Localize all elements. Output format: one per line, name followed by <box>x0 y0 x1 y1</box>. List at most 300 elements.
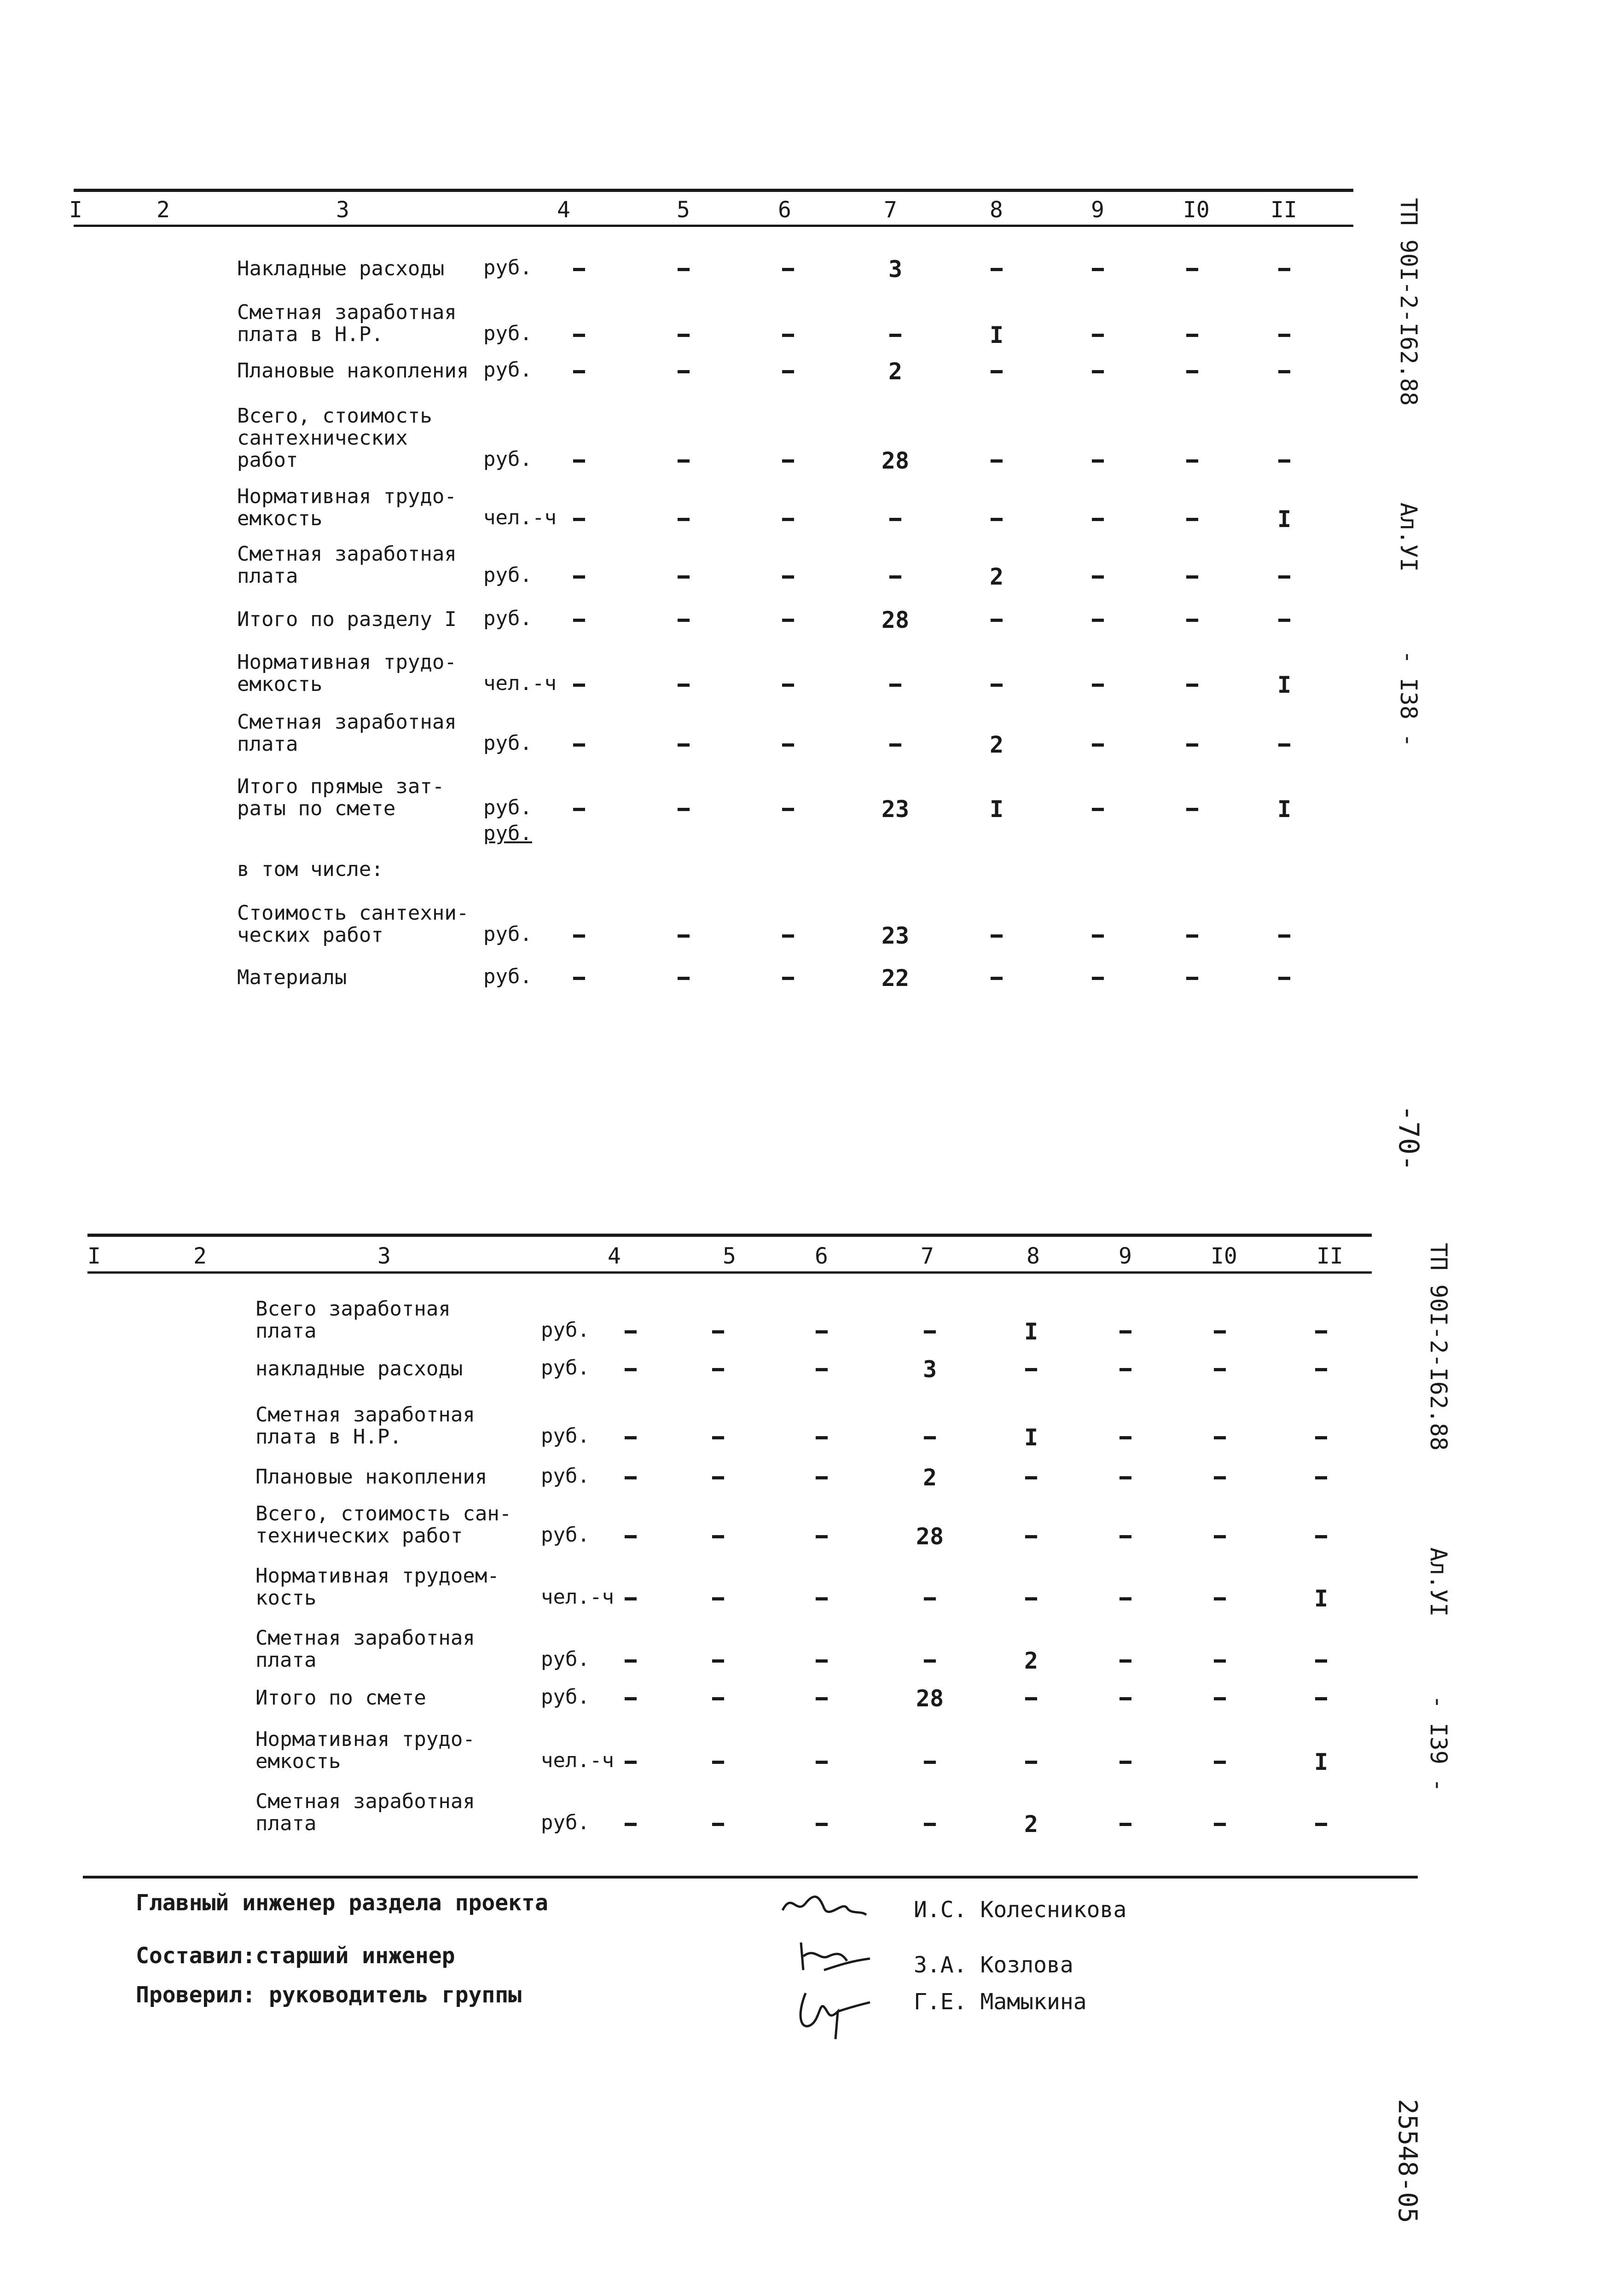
row-label-line: плата в Н.Р. <box>255 1425 402 1449</box>
dash-mark <box>1119 1697 1131 1700</box>
dash-mark <box>782 268 794 271</box>
dash-mark <box>573 370 585 373</box>
row-label <box>237 301 457 346</box>
dash-mark <box>712 1330 724 1333</box>
row-label <box>255 1358 463 1380</box>
dash-mark <box>1092 575 1104 579</box>
row-label <box>237 486 457 530</box>
dash-mark <box>1315 1823 1327 1826</box>
dash-mark <box>782 518 794 521</box>
row-unit: руб. <box>541 1811 590 1834</box>
dash-mark <box>573 334 585 337</box>
dash-mark <box>1186 575 1198 579</box>
signature-name-1: И.С. Колесникова <box>914 1897 1127 1923</box>
row-label-line: плата <box>255 1648 317 1672</box>
dash-mark <box>1119 1476 1131 1479</box>
row-label <box>237 858 383 881</box>
dash-mark <box>712 1535 724 1538</box>
dash-mark <box>1092 977 1104 980</box>
value-cell: 2 <box>989 563 1004 590</box>
value-cell: 3 <box>888 256 903 283</box>
dash-mark <box>1119 1761 1131 1764</box>
dash-mark <box>573 743 585 747</box>
dash-mark <box>991 977 1003 980</box>
dash-mark <box>924 1823 936 1826</box>
row-label <box>255 1298 451 1342</box>
signature-name-3: Г.Е. Мамыкина <box>914 1989 1087 2015</box>
column-header-2: 2 <box>193 1243 207 1269</box>
column-header-10: I0 <box>1211 1243 1237 1269</box>
dash-mark <box>678 977 690 980</box>
dash-mark <box>1214 1436 1226 1439</box>
dash-mark <box>924 1659 936 1663</box>
dash-mark <box>1278 370 1290 373</box>
dash-mark <box>816 1659 828 1663</box>
dash-mark <box>816 1761 828 1764</box>
dash-mark <box>1092 334 1104 337</box>
value-cell: 28 <box>881 447 910 474</box>
dash-mark <box>573 619 585 622</box>
row-unit: руб. <box>483 731 532 755</box>
dash-mark <box>782 743 794 747</box>
row-label-line: Стоимость сантехни- <box>237 901 469 925</box>
value-cell: 28 <box>916 1523 944 1550</box>
dash-mark <box>573 268 585 271</box>
row-label <box>237 609 457 631</box>
dash-mark <box>712 1823 724 1826</box>
row-label-line: работ <box>237 448 298 472</box>
row-label <box>255 1728 475 1773</box>
dash-mark <box>625 1597 637 1600</box>
dash-mark <box>1092 684 1104 687</box>
row-label <box>237 360 469 382</box>
dash-mark <box>782 619 794 622</box>
value-cell: 22 <box>881 965 910 991</box>
row-label-line: емкость <box>237 673 323 696</box>
row-label-line: плата <box>237 732 298 756</box>
handwritten-signature-1 <box>778 1883 870 1924</box>
column-header-8: 8 <box>990 197 1003 223</box>
dash-mark <box>1278 977 1290 980</box>
dash-mark <box>816 1476 828 1479</box>
row-label-line: плата <box>255 1812 317 1835</box>
row-unit: руб. <box>483 922 532 946</box>
dash-mark <box>1278 334 1290 337</box>
value-cell: 2 <box>1024 1647 1038 1674</box>
side-stamp-1-code: ТП 90I-2-I62.88 <box>1395 198 1422 406</box>
row-label-line: Сметная заработная <box>255 1790 475 1813</box>
row-label-line: Накладные расходы <box>237 257 445 280</box>
row-label <box>255 1565 499 1609</box>
dash-mark <box>573 459 585 463</box>
dash-mark <box>1214 1368 1226 1371</box>
dash-mark <box>712 1436 724 1439</box>
page-number: -70- <box>1392 1105 1425 1171</box>
row-label-line: Сметная заработная <box>237 542 457 566</box>
column-header-7: 7 <box>921 1243 934 1269</box>
dash-mark <box>678 743 690 747</box>
dash-mark <box>625 1368 637 1371</box>
dash-mark <box>1119 1597 1131 1600</box>
dash-mark <box>1214 1535 1226 1538</box>
row-label <box>237 967 347 989</box>
column-header-11: II <box>1270 197 1297 223</box>
dash-mark <box>1315 1659 1327 1663</box>
row-unit-secondary: руб. <box>483 822 532 845</box>
dash-mark <box>1186 684 1198 687</box>
dash-mark <box>1186 934 1198 938</box>
row-label-line: Всего заработная <box>255 1297 451 1321</box>
row-label <box>237 776 444 820</box>
row-label-line: Всего, стоимость сан- <box>255 1502 512 1525</box>
dash-mark <box>1119 1368 1131 1371</box>
dash-mark <box>625 1761 637 1764</box>
value-cell: I <box>1314 1585 1328 1612</box>
row-label-line: Нормативная трудоем- <box>255 1564 499 1588</box>
dash-mark <box>782 334 794 337</box>
row-unit: руб. <box>483 563 532 587</box>
row-label-line: Плановые накопления <box>237 359 469 383</box>
dash-mark <box>889 684 901 687</box>
dash-mark <box>1315 1330 1327 1333</box>
dash-mark <box>1092 459 1104 463</box>
dash-mark <box>573 808 585 811</box>
dash-mark <box>1186 459 1198 463</box>
row-label-line: раты по смете <box>237 797 396 820</box>
row-label <box>237 543 457 587</box>
side-stamp-1 <box>1397 198 1420 747</box>
dash-mark <box>1186 334 1198 337</box>
row-unit: руб. <box>541 1685 590 1709</box>
dash-mark <box>1092 743 1104 747</box>
row-label-line: Сметная заработная <box>255 1403 475 1426</box>
dash-mark <box>1214 1330 1226 1333</box>
side-stamp-2-code: ТП 90I-2-I62.88 <box>1425 1243 1452 1451</box>
dash-mark <box>712 1697 724 1700</box>
dash-mark <box>1315 1697 1327 1700</box>
row-unit: руб. <box>541 1464 590 1488</box>
dash-mark <box>1119 1436 1131 1439</box>
column-header-7: 7 <box>884 197 897 223</box>
value-cell: 28 <box>881 607 910 633</box>
dash-mark <box>889 334 901 337</box>
row-label <box>237 651 457 696</box>
dash-mark <box>625 1436 637 1439</box>
dash-mark <box>991 619 1003 622</box>
row-unit: руб. <box>483 322 532 345</box>
column-header-10: I0 <box>1183 197 1210 223</box>
dash-mark <box>573 977 585 980</box>
column-header-5: 5 <box>677 197 690 223</box>
dash-mark <box>678 619 690 622</box>
dash-mark <box>1025 1697 1037 1700</box>
dash-mark <box>1214 1476 1226 1479</box>
dash-mark <box>678 459 690 463</box>
dash-mark <box>678 575 690 579</box>
dash-mark <box>782 575 794 579</box>
dash-mark <box>1025 1535 1037 1538</box>
dash-mark <box>1186 977 1198 980</box>
dash-mark <box>816 1823 828 1826</box>
row-label-line: емкость <box>255 1750 341 1773</box>
row-label-line: Итого по смете <box>255 1686 426 1710</box>
dash-mark <box>991 459 1003 463</box>
dash-mark <box>712 1597 724 1600</box>
dash-mark <box>1025 1761 1037 1764</box>
row-label <box>255 1627 475 1671</box>
dash-mark <box>1214 1597 1226 1600</box>
value-cell: 2 <box>922 1464 937 1491</box>
dash-mark <box>1278 575 1290 579</box>
row-label-line: плата <box>237 564 298 588</box>
dash-mark <box>1025 1368 1037 1371</box>
dash-mark <box>678 934 690 938</box>
dash-mark <box>782 370 794 373</box>
row-label-line: технических работ <box>255 1524 463 1548</box>
dash-mark <box>782 684 794 687</box>
table-1-top-rule <box>74 189 1353 192</box>
dash-mark <box>678 518 690 521</box>
value-cell: I <box>1277 796 1292 823</box>
signature-name-2: З.А. Козлова <box>914 1952 1073 1978</box>
column-header-1: I <box>87 1243 101 1269</box>
dash-mark <box>1119 1330 1131 1333</box>
row-label <box>255 1791 475 1835</box>
dash-mark <box>573 684 585 687</box>
dash-mark <box>991 370 1003 373</box>
row-label-line: сантехнических <box>237 426 408 450</box>
dash-mark <box>1092 370 1104 373</box>
dash-mark <box>1119 1535 1131 1538</box>
row-label-line: Материалы <box>237 966 347 989</box>
dash-mark <box>924 1761 936 1764</box>
row-label <box>255 1404 475 1448</box>
row-label-line: Сметная заработная <box>237 710 457 734</box>
dash-mark <box>1315 1368 1327 1371</box>
dash-mark <box>1214 1761 1226 1764</box>
row-unit: чел.-ч <box>483 506 557 529</box>
row-unit: руб. <box>483 358 532 382</box>
dash-mark <box>573 575 585 579</box>
dash-mark <box>991 268 1003 271</box>
row-unit: руб. <box>541 1356 590 1380</box>
row-label-line: Нормативная трудо- <box>237 650 457 674</box>
row-unit: чел.-ч <box>541 1749 614 1772</box>
dash-mark <box>816 1436 828 1439</box>
dash-mark <box>678 268 690 271</box>
value-cell: I <box>1024 1424 1038 1451</box>
column-header-6: 6 <box>778 197 791 223</box>
column-header-9: 9 <box>1091 197 1104 223</box>
row-label <box>237 902 469 946</box>
dash-mark <box>1214 1697 1226 1700</box>
dash-mark <box>816 1535 828 1538</box>
dash-mark <box>1092 619 1104 622</box>
value-cell: I <box>1314 1749 1328 1775</box>
value-cell: 23 <box>881 922 910 949</box>
dash-mark <box>1092 518 1104 521</box>
dash-mark <box>1186 518 1198 521</box>
row-label-line: Всего, стоимость <box>237 404 432 428</box>
column-header-4: 4 <box>608 1243 621 1269</box>
side-stamp-2-album: Ал.УI <box>1425 1547 1452 1617</box>
value-cell: 2 <box>888 358 903 385</box>
column-header-5: 5 <box>723 1243 736 1269</box>
signature-role-3: Проверил: руководитель группы <box>136 1982 522 2008</box>
table-2-bottom-rule <box>83 1876 1418 1878</box>
row-unit: руб. <box>483 447 532 471</box>
dash-mark <box>1025 1597 1037 1600</box>
row-unit: руб. <box>483 256 532 279</box>
handwritten-signature-2 <box>792 1933 875 1979</box>
value-cell: 3 <box>922 1356 937 1383</box>
row-unit: руб. <box>541 1318 590 1342</box>
dash-mark <box>625 1659 637 1663</box>
dash-mark <box>625 1823 637 1826</box>
dash-mark <box>573 934 585 938</box>
dash-mark <box>889 518 901 521</box>
table-1-header-rule <box>74 225 1353 227</box>
column-header-1: I <box>69 197 82 223</box>
row-unit: руб. <box>483 965 532 988</box>
dash-mark <box>991 684 1003 687</box>
value-cell: 23 <box>881 796 910 823</box>
column-header-6: 6 <box>815 1243 828 1269</box>
document-number: 25548-05 <box>1392 2099 1422 2223</box>
dash-mark <box>1278 934 1290 938</box>
row-label <box>237 405 432 471</box>
dash-mark <box>625 1697 637 1700</box>
row-label <box>255 1503 511 1547</box>
dash-mark <box>1092 934 1104 938</box>
dash-mark <box>924 1597 936 1600</box>
row-unit: руб. <box>541 1424 590 1448</box>
dash-mark <box>924 1436 936 1439</box>
row-label-line: емкость <box>237 507 323 530</box>
row-label-line: Нормативная трудо- <box>255 1728 475 1751</box>
row-label-line: Плановые накопления <box>255 1465 487 1489</box>
row-unit: руб. <box>541 1647 590 1671</box>
dash-mark <box>1186 268 1198 271</box>
dash-mark <box>1119 1659 1131 1663</box>
dash-mark <box>889 575 901 579</box>
column-header-9: 9 <box>1119 1243 1132 1269</box>
row-label-line: кость <box>255 1586 317 1610</box>
dash-mark <box>1119 1823 1131 1826</box>
dash-mark <box>678 370 690 373</box>
dash-mark <box>782 808 794 811</box>
dash-mark <box>625 1476 637 1479</box>
value-cell: 28 <box>916 1685 944 1712</box>
row-label-line: Итого по разделу I <box>237 608 457 631</box>
dash-mark <box>678 334 690 337</box>
row-label-line: Сметная заработная <box>237 301 457 324</box>
value-cell: I <box>1277 672 1292 698</box>
value-cell: 2 <box>989 731 1004 758</box>
table-2-header-rule <box>87 1271 1372 1274</box>
value-cell: I <box>1277 506 1292 533</box>
row-label <box>237 711 457 755</box>
dash-mark <box>889 743 901 747</box>
signature-role-2: Составил:старший инженер <box>136 1943 455 1969</box>
row-unit: чел.-ч <box>541 1585 614 1609</box>
dash-mark <box>1315 1436 1327 1439</box>
dash-mark <box>678 808 690 811</box>
value-cell: I <box>989 322 1004 348</box>
dash-mark <box>1278 268 1290 271</box>
dash-mark <box>1092 268 1104 271</box>
side-stamp-1-page: - I38 - <box>1395 650 1422 748</box>
signature-role-1: Главный инженер раздела проекта <box>136 1890 548 1916</box>
dash-mark <box>573 518 585 521</box>
dash-mark <box>1092 808 1104 811</box>
dash-mark <box>1278 619 1290 622</box>
row-label <box>237 258 444 280</box>
row-unit: руб. <box>541 1523 590 1547</box>
dash-mark <box>1025 1476 1037 1479</box>
dash-mark <box>1278 459 1290 463</box>
row-label-line: плата в Н.Р. <box>237 323 383 346</box>
row-unit: руб. <box>483 796 532 819</box>
side-stamp-2-page: - I39 - <box>1425 1695 1452 1792</box>
dash-mark <box>1186 370 1198 373</box>
dash-mark <box>678 684 690 687</box>
row-unit: чел.-ч <box>483 672 557 695</box>
value-cell: I <box>989 796 1004 823</box>
column-header-2: 2 <box>157 197 170 223</box>
dash-mark <box>991 934 1003 938</box>
dash-mark <box>782 977 794 980</box>
side-stamp-1-album: Ал.УI <box>1395 502 1422 572</box>
row-label-line: в том числе: <box>237 858 383 881</box>
dash-mark <box>1315 1476 1327 1479</box>
row-label-line: плата <box>255 1319 317 1343</box>
row-label-line: накладные расходы <box>255 1357 463 1380</box>
side-stamp-2 <box>1427 1243 1450 1792</box>
dash-mark <box>1278 743 1290 747</box>
column-header-11: II <box>1317 1243 1343 1269</box>
row-label <box>255 1466 487 1488</box>
row-label-line: Итого прямые зат- <box>237 775 445 798</box>
dash-mark <box>712 1761 724 1764</box>
dash-mark <box>1315 1535 1327 1538</box>
dash-mark <box>816 1330 828 1333</box>
dash-mark <box>782 459 794 463</box>
row-label-line: Сметная заработная <box>255 1626 475 1650</box>
dash-mark <box>1214 1659 1226 1663</box>
column-header-8: 8 <box>1027 1243 1040 1269</box>
column-header-3: 3 <box>336 197 349 223</box>
row-label-line: ческих работ <box>237 923 383 947</box>
dash-mark <box>625 1330 637 1333</box>
dash-mark <box>991 518 1003 521</box>
handwritten-signature-3 <box>792 1979 875 2044</box>
column-header-3: 3 <box>377 1243 391 1269</box>
dash-mark <box>816 1697 828 1700</box>
column-header-4: 4 <box>557 197 570 223</box>
value-cell: I <box>1024 1318 1038 1345</box>
row-unit: руб. <box>483 607 532 630</box>
value-cell: 2 <box>1024 1811 1038 1838</box>
dash-mark <box>782 934 794 938</box>
table-2-top-rule <box>87 1234 1372 1237</box>
row-label-line: Нормативная трудо- <box>237 485 457 508</box>
dash-mark <box>712 1659 724 1663</box>
dash-mark <box>1186 619 1198 622</box>
dash-mark <box>816 1368 828 1371</box>
dash-mark <box>712 1476 724 1479</box>
dash-mark <box>625 1535 637 1538</box>
